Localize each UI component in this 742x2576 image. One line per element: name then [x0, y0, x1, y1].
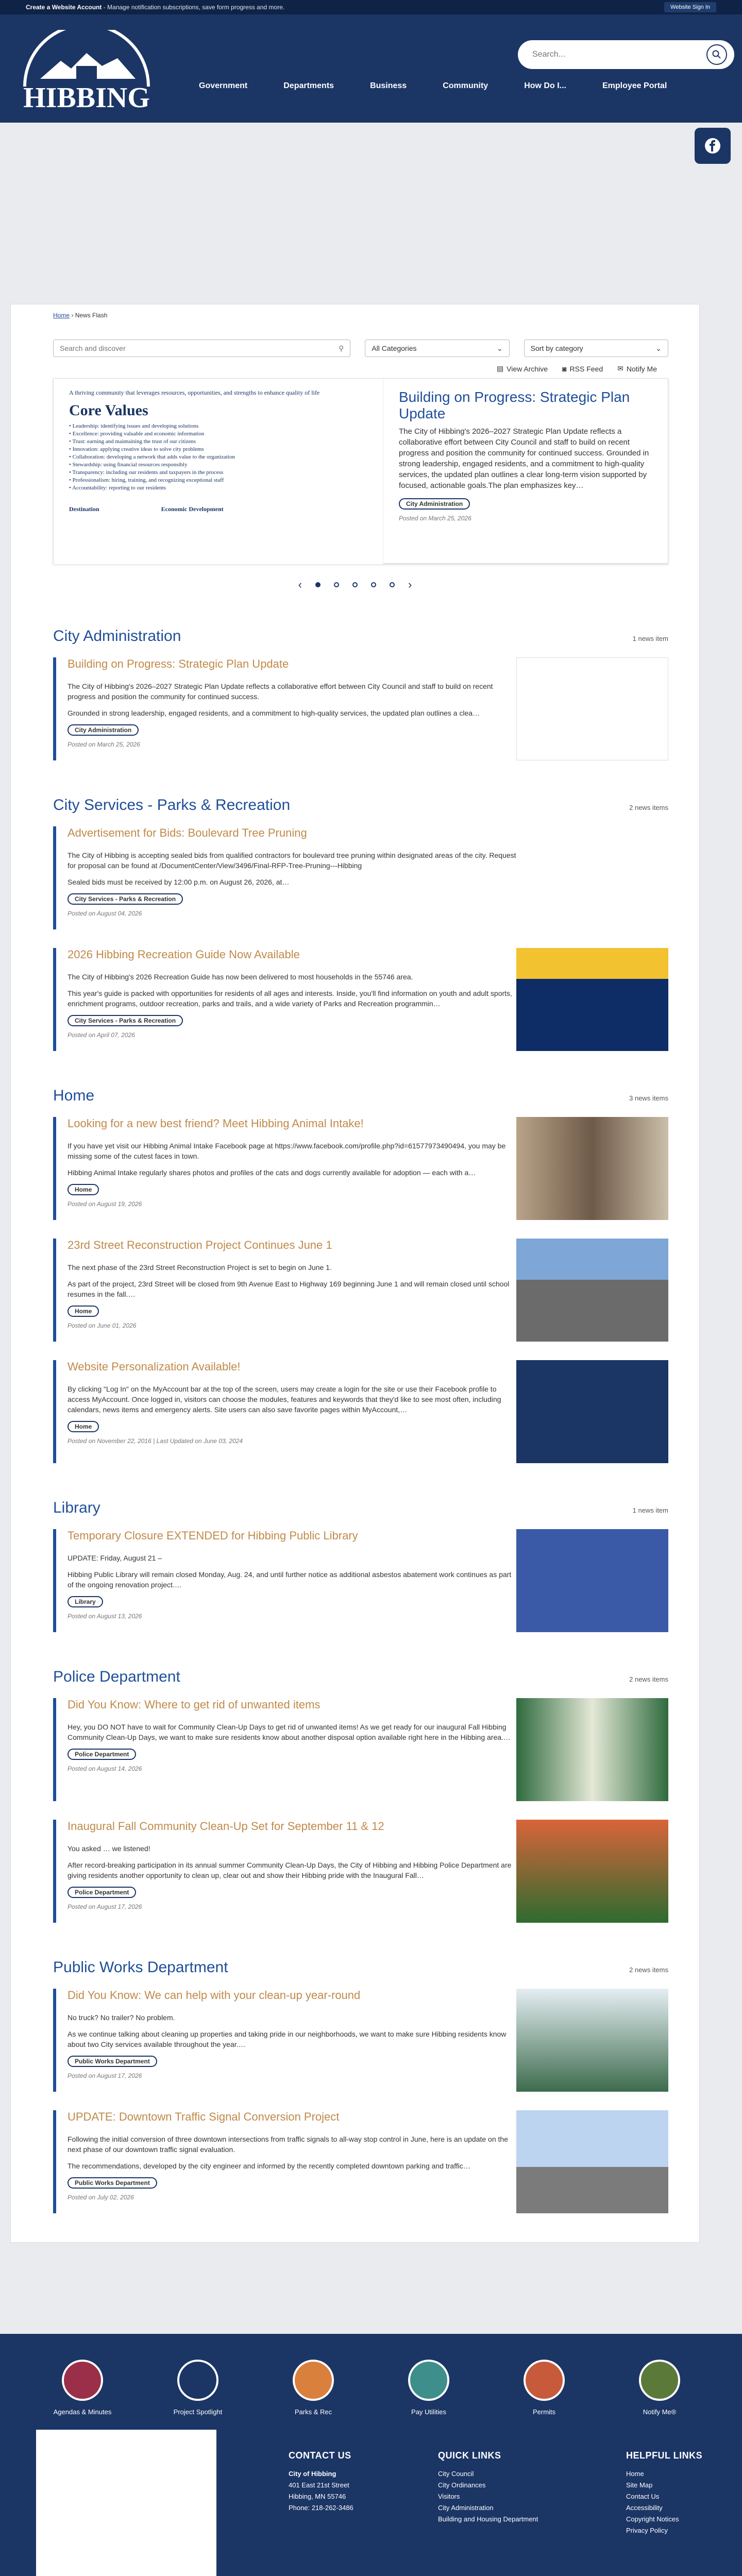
- footer-quick-heading: QUICK LINKS: [438, 2450, 501, 2461]
- news-item-posted-date: Posted on August 17, 2026: [68, 2072, 142, 2079]
- breadcrumb-current: News Flash: [75, 312, 108, 319]
- news-item: [53, 657, 668, 760]
- news-item: [53, 1117, 668, 1220]
- category-title[interactable]: Public Works Department: [53, 1959, 228, 1976]
- news-links: [42, 364, 657, 373]
- news-category: [53, 1499, 668, 1632]
- news-item-category-tag[interactable]: Home: [68, 1306, 99, 1317]
- phone-icon: [639, 2360, 680, 2401]
- news-flash-panel: [10, 304, 700, 2243]
- news-item: [53, 1820, 668, 1923]
- news-item-text: Hibbing Public Library will remain closed Monday, Aug. 24, and until further notice as additional asbestos abatement work continues as part of the ongoing renovation project.…: [68, 1570, 512, 1589]
- news-item-text: Hibbing Animal Intake regularly shares photos and profiles of the cats and dogs currently available for adoption — each with a…: [68, 1168, 476, 1177]
- footer-contact: [289, 2450, 353, 2514]
- slide-dot[interactable]: [371, 582, 376, 587]
- news-item: [53, 948, 668, 1051]
- news-item-thumbnail[interactable]: [516, 1117, 668, 1220]
- bicycle-icon: [293, 2360, 334, 2401]
- core-values-list: [69, 422, 367, 492]
- news-item-category-tag[interactable]: Police Department: [68, 1887, 136, 1898]
- footer-help-link[interactable]: Site Map: [626, 2481, 653, 2489]
- featured-posted-date: Posted on March 25, 2026: [399, 515, 471, 522]
- news-item-text: After record-breaking participation in its annual summer Community Clean-Up Days, the City of Hibbing and Hibbing Police Department are giving residents another opportunity to clean up, clear out and show their Hibbing pride with the Inaugural Fall…: [68, 1861, 512, 1879]
- news-item-category-tag[interactable]: City Administration: [68, 724, 139, 736]
- slide-dot[interactable]: [315, 582, 321, 587]
- slider-pager: [42, 578, 668, 591]
- footer-help-link[interactable]: Contact Us: [626, 2493, 660, 2500]
- core-value-item: • Transparency: including our residents and taxpayers in the process: [69, 469, 224, 476]
- news-item-category-tag[interactable]: Home: [68, 1184, 99, 1195]
- news-item-posted-date: Posted on July 02, 2026: [68, 2194, 134, 2201]
- category-select[interactable]: [365, 340, 509, 357]
- footer-map-placeholder: [36, 2430, 216, 2576]
- footer-permits-link[interactable]: [508, 2360, 580, 2416]
- footer-contact-heading: CONTACT US: [289, 2450, 351, 2461]
- news-item-thumbnail[interactable]: [516, 1698, 668, 1801]
- footer-helpful-links: [626, 2450, 702, 2536]
- pay-icon: [408, 2360, 449, 2401]
- core-value-item: • Excellence: providing valuable and economic information: [69, 431, 205, 437]
- view-archive-label: View Archive: [507, 364, 548, 373]
- nav-community[interactable]: Community: [443, 81, 488, 90]
- news-item-text: The City of Hibbing's 2026–2027 Strategic Plan Update reflects a collaborative effort between City Council and staff to build on recent progress and position the community for continued success.: [68, 682, 493, 701]
- featured-image-destination: Destination: [69, 505, 99, 513]
- news-item-text: This year's guide is packed with opportunities for residents of all ages and interests. Inside, you'll find information on youth and adult sports, enrichment programs, outdoor recreation, parks and trails, and a wide variety of Parks and Recreation programmin…: [68, 989, 512, 1008]
- featured-image-heading: Core Values: [69, 402, 148, 419]
- footer-parks-label: Parks & Rec: [294, 2408, 332, 2416]
- category-count: 2 news items: [629, 1675, 668, 1683]
- news-search-placeholder: Search and discover: [60, 344, 126, 352]
- news-item-category-tag[interactable]: Library: [68, 1596, 103, 1607]
- news-item-category-tag[interactable]: Home: [68, 1421, 99, 1432]
- category-title[interactable]: Home: [53, 1087, 95, 1104]
- footer-quick-links: [438, 2450, 538, 2525]
- footer-parks-link[interactable]: [277, 2360, 349, 2416]
- category-count: 3 news items: [629, 1094, 668, 1102]
- news-item-thumbnail[interactable]: [516, 1239, 668, 1342]
- archive-icon: ▤: [496, 364, 504, 372]
- rss-feed-link[interactable]: [562, 364, 603, 373]
- core-value-item: • Stewardship: using financial resources responsibly: [69, 462, 188, 468]
- slide-dot[interactable]: [334, 582, 339, 587]
- permits-icon: [524, 2360, 565, 2401]
- footer-quick-link[interactable]: City Council: [438, 2470, 474, 2478]
- rss-feed-label: RSS Feed: [569, 364, 603, 373]
- news-item: [53, 1360, 668, 1463]
- nav-departments[interactable]: Departments: [283, 81, 334, 90]
- news-item-title[interactable]: Looking for a new best friend? Meet Hibbing Animal Intake!: [68, 1117, 364, 1130]
- footer-help-link[interactable]: Privacy Policy: [626, 2527, 668, 2534]
- news-item-posted-date: Posted on April 07, 2026: [68, 1031, 135, 1039]
- sort-select-value: Sort by category: [530, 344, 583, 352]
- footer-agendas-link[interactable]: [46, 2360, 119, 2416]
- rss-icon: ◙: [562, 364, 567, 373]
- chevron-down-icon: ⌄: [655, 344, 662, 352]
- category-count: 2 news items: [629, 1966, 668, 1974]
- news-item: [53, 1529, 668, 1632]
- footer-contact-addr2: Hibbing, MN 55746: [289, 2493, 346, 2500]
- news-item-text: Following the initial conversion of three downtown intersections from traffic signals to all-way stop control in June, here is an update on the next phase of our downtown traffic signal evaluation.: [68, 2135, 508, 2154]
- search-button[interactable]: [706, 44, 727, 65]
- footer-help-link[interactable]: Copyright Notices: [626, 2515, 679, 2523]
- news-item-title[interactable]: 2026 Hibbing Recreation Guide Now Available: [68, 948, 300, 961]
- news-category: [53, 1959, 668, 2213]
- news-item-category-tag[interactable]: Police Department: [68, 1749, 136, 1760]
- notify-icon: ✉: [617, 364, 623, 372]
- news-item-text: Grounded in strong leadership, engaged residents, and a commitment to high-quality services, the updated plan outlines a clea…: [68, 709, 480, 717]
- sign-in-button[interactable]: Website Sign In: [664, 2, 716, 12]
- category-count: 1 news item: [632, 635, 668, 642]
- news-search-input[interactable]: [53, 340, 350, 357]
- news-categories: [42, 628, 668, 2213]
- news-item-text: The recommendations, developed by the city engineer and informed by the recently completed downtown parking and traffic…: [68, 2162, 470, 2170]
- main-nav: [185, 81, 689, 91]
- category-title[interactable]: City Administration: [53, 628, 181, 645]
- footer-project-label: Project Spotlight: [173, 2408, 223, 2416]
- news-item-posted-date: Posted on November 22, 2016 | Last Updated on June 03, 2024: [68, 1437, 243, 1445]
- footer-help-link[interactable]: Home: [626, 2470, 644, 2478]
- footer-help-heading: HELPFUL LINKS: [626, 2450, 703, 2461]
- chevron-down-icon: ⌄: [496, 344, 503, 352]
- news-item-posted-date: Posted on August 17, 2026: [68, 1903, 142, 1910]
- footer-help-link[interactable]: Accessibility: [626, 2504, 663, 2512]
- news-category: [53, 796, 668, 1051]
- news-item-title[interactable]: UPDATE: Downtown Traffic Signal Conversion Project: [68, 2110, 340, 2123]
- news-item-text: If you have yet visit our Hibbing Animal Intake Facebook page at https://www.facebook.com/profile.php?id=61577973490494, you may be missing some of the cutest faces in town.: [68, 1142, 506, 1160]
- core-value-item: • Innovation: applying creative ideas to solve city problems: [69, 446, 204, 452]
- footer-quick-link[interactable]: City Ordinances: [438, 2481, 486, 2489]
- core-value-item: • Trust: earning and maintaining the trust of our citizens: [69, 438, 196, 445]
- account-title[interactable]: Create a Website Account: [26, 4, 102, 11]
- news-item: [53, 1989, 668, 2092]
- news-item-title[interactable]: Did You Know: Where to get rid of unwanted items: [68, 1698, 321, 1711]
- news-item-text: As we continue talking about cleaning up properties and taking pride in our neighborhoods, we want to make sure Hibbing residents know about two City services available throughout the year.…: [68, 2030, 507, 2048]
- footer-quick-link[interactable]: Visitors: [438, 2493, 460, 2500]
- footer-quick-link[interactable]: Building and Housing Department: [438, 2515, 538, 2523]
- footer-contact-phone: Phone: 218-262-3486: [289, 2504, 353, 2512]
- footer-pay-link[interactable]: [393, 2360, 465, 2416]
- prev-arrow-icon[interactable]: ‹: [298, 578, 302, 591]
- notify-me-link[interactable]: [617, 364, 657, 373]
- category-title[interactable]: City Services - Parks & Recreation: [53, 796, 291, 814]
- news-item-title[interactable]: 23rd Street Reconstruction Project Continues June 1: [68, 1239, 332, 1251]
- footer-project-link[interactable]: [162, 2360, 234, 2416]
- news-item-posted-date: Posted on August 04, 2026: [68, 910, 142, 917]
- site-search: [518, 40, 734, 69]
- search-icon: ⚲: [339, 344, 344, 352]
- featured-news-slide[interactable]: [53, 378, 668, 564]
- category-title[interactable]: Police Department: [53, 1668, 180, 1685]
- news-item-title[interactable]: Temporary Closure EXTENDED for Hibbing Public Library: [68, 1529, 358, 1542]
- footer-agendas-label: Agendas & Minutes: [53, 2408, 112, 2416]
- account-subtitle: - Manage notification subscriptions, save form progress and more.: [102, 4, 285, 11]
- core-value-item: • Accountability: reporting to our residents: [69, 485, 166, 491]
- featured-image-econ: Economic Development: [161, 505, 224, 513]
- footer-contact-addr1: 401 East 21st Street: [289, 2481, 349, 2489]
- news-item-text: By clicking "Log In" on the MyAccount bar at the top of the screen, users may create a login for the site or use their Facebook profile to access MyAccount. Once logged in, visitors can choose the modules, features and keywords that they'd like to see most often, including calendars, news items and emergency alerts. Site users can also save favorite pages within MyAccount,…: [68, 1385, 501, 1414]
- svg-text:HIBBING: HIBBING: [23, 82, 150, 114]
- nav-employee-portal[interactable]: Employee Portal: [602, 81, 667, 90]
- facebook-icon: [704, 137, 721, 155]
- news-item-text: Sealed bids must be received by 12:00 p.m. on August 26, 2026, at…: [68, 878, 290, 886]
- news-item-category-tag[interactable]: City Services - Parks & Recreation: [68, 893, 183, 905]
- featured-title[interactable]: Building on Progress: Strategic Plan Update: [399, 389, 630, 421]
- footer-quick-icons: [0, 2334, 742, 2416]
- featured-image-lead: A thriving community that leverages resources, opportunities, and strengths to enhance quality of life: [69, 389, 320, 396]
- news-item-posted-date: Posted on June 01, 2026: [68, 1322, 137, 1329]
- news-item-title[interactable]: Advertisement for Bids: Boulevard Tree Pruning: [68, 826, 307, 839]
- news-item-text: The City of Hibbing is accepting sealed bids from qualified contractors for boulevard tree pruning within designated areas of the city. Request for proposal can be found at /DocumentCenter/View/3496/Final-RFP-Tree-Pruning---Hibbing: [68, 851, 516, 870]
- news-item-thumbnail[interactable]: [516, 1820, 668, 1923]
- news-item-text: You asked … we listened!: [68, 1844, 150, 1853]
- nav-government[interactable]: Government: [199, 81, 248, 90]
- category-count: 2 news items: [629, 804, 668, 811]
- site-footer: [0, 2334, 742, 2576]
- account-banner[interactable]: [26, 4, 284, 11]
- top-account-bar: [0, 0, 742, 14]
- news-item-text: UPDATE: Friday, August 21 –: [68, 1554, 162, 1562]
- footer-pay-label: Pay Utilities: [411, 2408, 446, 2416]
- news-item-thumbnail[interactable]: [516, 1989, 668, 2092]
- footer-notify-link[interactable]: [623, 2360, 696, 2416]
- news-item-text: No truck? No trailer? No problem.: [68, 2013, 175, 2022]
- news-item-posted-date: Posted on August 19, 2026: [68, 1200, 142, 1208]
- slide-dot[interactable]: [390, 582, 395, 587]
- news-item-thumbnail[interactable]: [516, 1529, 668, 1632]
- notify-me-label: Notify Me: [626, 364, 657, 373]
- news-item-category-tag[interactable]: Public Works Department: [68, 2056, 157, 2067]
- facebook-button[interactable]: [695, 128, 731, 164]
- breadcrumb: [42, 304, 668, 319]
- news-item-thumbnail[interactable]: [516, 2110, 668, 2213]
- site-header: [0, 14, 742, 123]
- sort-select[interactable]: [524, 340, 668, 357]
- category-title[interactable]: Library: [53, 1499, 100, 1516]
- news-item-title[interactable]: Building on Progress: Strategic Plan Update: [68, 657, 289, 670]
- news-filters: [53, 340, 668, 357]
- news-item: [53, 1239, 668, 1342]
- news-item-thumbnail[interactable]: [516, 657, 668, 760]
- news-item-posted-date: Posted on March 25, 2026: [68, 741, 140, 748]
- news-item-thumbnail[interactable]: [516, 1360, 668, 1463]
- news-item-text: Hey, you DO NOT have to wait for Community Clean-Up Days to get rid of unwanted items! As we get ready for our inaugural Fall Hibbing Community Clean-Up Days, we want to make sure residents know about another disposal option available right here in the Hibbing area.…: [68, 1723, 511, 1741]
- news-item-title[interactable]: Website Personalization Available!: [68, 1360, 241, 1373]
- news-category: [53, 628, 668, 760]
- core-value-item: • Leadership: identifying issues and developing solutions: [69, 423, 199, 429]
- view-archive-link[interactable]: [497, 364, 548, 373]
- news-item-posted-date: Posted on August 13, 2026: [68, 1613, 142, 1620]
- news-item-title[interactable]: Did You Know: We can help with your clean-up year-round: [68, 1989, 361, 2002]
- news-category: [53, 1087, 668, 1463]
- news-item-category-tag[interactable]: City Services - Parks & Recreation: [68, 1015, 183, 1026]
- footer-permits-label: Permits: [532, 2408, 556, 2416]
- core-value-item: • Collaboration: developing a network that adds value to the organization: [69, 454, 235, 460]
- nav-business[interactable]: Business: [370, 81, 407, 90]
- agendas-icon: [62, 2360, 103, 2401]
- footer-notify-label: Notify Me®: [643, 2408, 677, 2416]
- news-item-text: The next phase of the 23rd Street Reconstruction Project is set to begin on June 1.: [68, 1263, 332, 1272]
- news-item: [53, 2110, 668, 2213]
- news-item-text: As part of the project, 23rd Street will be closed from 9th Avenue East to Highway 169 beginning June 1 and will remain closed until school resumes in the fall.…: [68, 1280, 510, 1298]
- breadcrumb-home[interactable]: Home: [53, 312, 70, 319]
- news-item-title[interactable]: Inaugural Fall Community Clean-Up Set for September 11 & 12: [68, 1820, 384, 1833]
- news-item-text: The City of Hibbing's 2026 Recreation Guide has now been delivered to most households in the 55746 area.: [68, 973, 413, 981]
- project-icon: [177, 2360, 218, 2401]
- footer-contact-name: City of Hibbing: [289, 2470, 336, 2478]
- nav-how-do-i[interactable]: How Do I...: [524, 81, 566, 90]
- news-item-category-tag[interactable]: Public Works Department: [68, 2177, 157, 2189]
- search-icon: [712, 50, 721, 59]
- slide-dot[interactable]: [352, 582, 358, 587]
- featured-image: [54, 379, 383, 564]
- core-value-item: • Professionalism: hiring, training, and recognizing exceptional staff: [69, 477, 224, 483]
- category-select-value: All Categories: [372, 344, 417, 352]
- category-count: 1 news item: [632, 1506, 668, 1514]
- news-item-posted-date: Posted on August 14, 2026: [68, 1765, 142, 1772]
- next-arrow-icon[interactable]: ›: [408, 578, 412, 591]
- featured-summary: The City of Hibbing's 2026–2027 Strategic Plan Update reflects a collaborative effort between City Council and staff to build on recent progress and position the community for continued success. Grounded in strong leadership, engaged residents, and a commitment to high-quality services, the updated plan outlines a clear long-term vision supported by focused, actionable goals.The plan emphasizes key…: [399, 427, 649, 490]
- hibbing-logo[interactable]: [14, 30, 159, 117]
- news-item-thumbnail[interactable]: [516, 948, 668, 1051]
- news-category: [53, 1668, 668, 1923]
- footer-quick-link[interactable]: City Administration: [438, 2504, 494, 2512]
- news-item: [53, 1698, 668, 1801]
- search-input[interactable]: [532, 50, 706, 59]
- featured-category-tag[interactable]: City Administration: [399, 498, 470, 510]
- breadcrumb-separator: ›: [70, 312, 75, 319]
- news-item: [53, 826, 668, 929]
- news-item-thumbnail[interactable]: [516, 826, 668, 929]
